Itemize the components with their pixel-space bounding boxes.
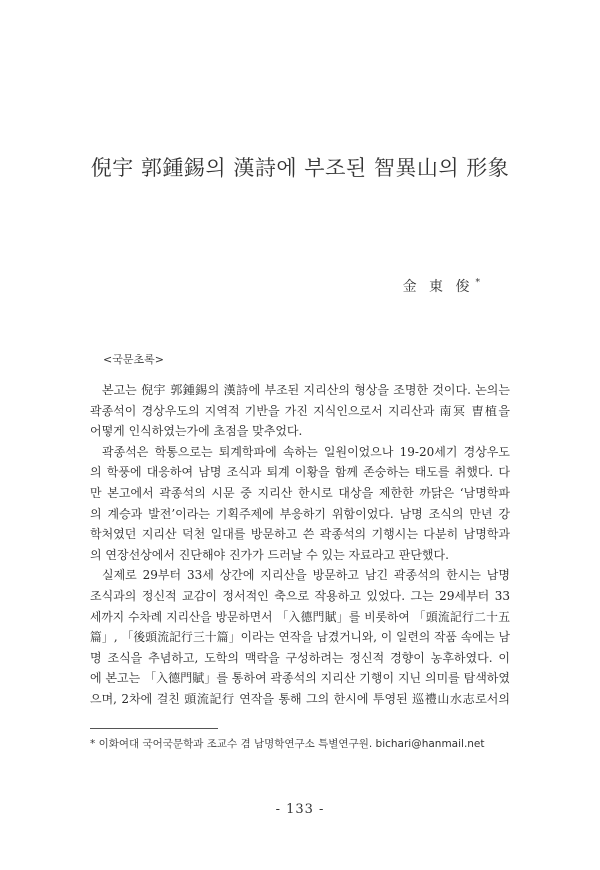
abstract-line: 의 연장선상에서 진단해야 진가가 드러날 수 있는 자료라고 판단했다. xyxy=(90,547,449,562)
abstract-heading: <국문초록> xyxy=(103,353,164,366)
abstract-body xyxy=(90,380,510,710)
author-block xyxy=(403,276,480,296)
abstract-line: 으며, 2차에 걸친 頭流記行 연작을 통해 그의 한시에 투영된 巡禮山水志로서의 xyxy=(90,691,510,706)
author-affiliation-footnote: * 이화여대 국어국문학과 조교수 겸 남명학연구소 특별연구원. bichari@hanmail.net xyxy=(90,738,485,750)
abstract-line: 만 본고에서 곽종석의 시문 중 지리산 한시로 대상을 제한한 까닭은 ‘남명학파 xyxy=(90,485,510,500)
abstract-line: 학처였던 지리산 덕천 일대를 방문하고 쓴 곽종석의 기행시는 다분히 남명학과 xyxy=(90,527,510,542)
abstract-line: 에 본고는 「入德門賦」를 통하여 곽종석의 지리산 기행이 지닌 의미를 탐색하였 xyxy=(90,671,510,686)
author-footnote-mark: * xyxy=(475,278,480,289)
author-name: 金 東 俊 xyxy=(402,279,474,295)
abstract-line: 의 계승과 발전’이라는 기획주제에 부응하기 위함이었다. 남명 조식의 만년 강 xyxy=(90,506,510,521)
abstract-line: 어떻게 인식하였는가에 초점을 맞추었다. xyxy=(90,424,303,439)
abstract-line: 곽종석이 경상우도의 지역적 기반을 가진 지식인으로서 지리산과 南冥 曺植을 xyxy=(90,403,510,418)
abstract-line: 본고는 倪宇 郭鍾錫의 漢詩에 부조된 지리산의 형상을 조명한 것이다. 논의는 xyxy=(102,383,510,397)
abstract-line: 의 학풍에 대응하여 남명 조식과 퇴계 이황을 함께 존숭하는 태도를 취했다. 다 xyxy=(90,465,510,480)
page-number: - 133 - xyxy=(275,802,325,817)
abstract-line: 세까지 수차례 지리산을 방문하면서 「入德門賦」를 비롯하여 「頭流記行二十五 xyxy=(90,609,510,624)
paper-title: 倪宇 郭鍾錫의 漢詩에 부조된 智異山의 形象 xyxy=(90,156,510,180)
abstract-line: 실제로 29부터 33세 상간에 지리산을 방문하고 남긴 곽종석의 한시는 남명 xyxy=(102,568,510,583)
abstract-line: 곽종석은 학통으로는 퇴계학파에 속하는 일원이었으나 19-20세기 경상우도 xyxy=(102,444,510,459)
abstract-line: 조식과의 정신적 교감이 정서적인 축으로 작용하고 있었다. 그는 29세부터 33 xyxy=(90,588,510,603)
abstract-line: 명 조식을 추념하고, 도학의 맥락을 구성하려는 정신적 경향이 농후하였다. 이 xyxy=(90,650,510,665)
abstract-line: 篇」, 「後頭流記行三十篇」이라는 연작을 남겼거니와, 이 일련의 작품 속에는 남 xyxy=(90,630,510,645)
footnote-rule xyxy=(90,728,218,729)
